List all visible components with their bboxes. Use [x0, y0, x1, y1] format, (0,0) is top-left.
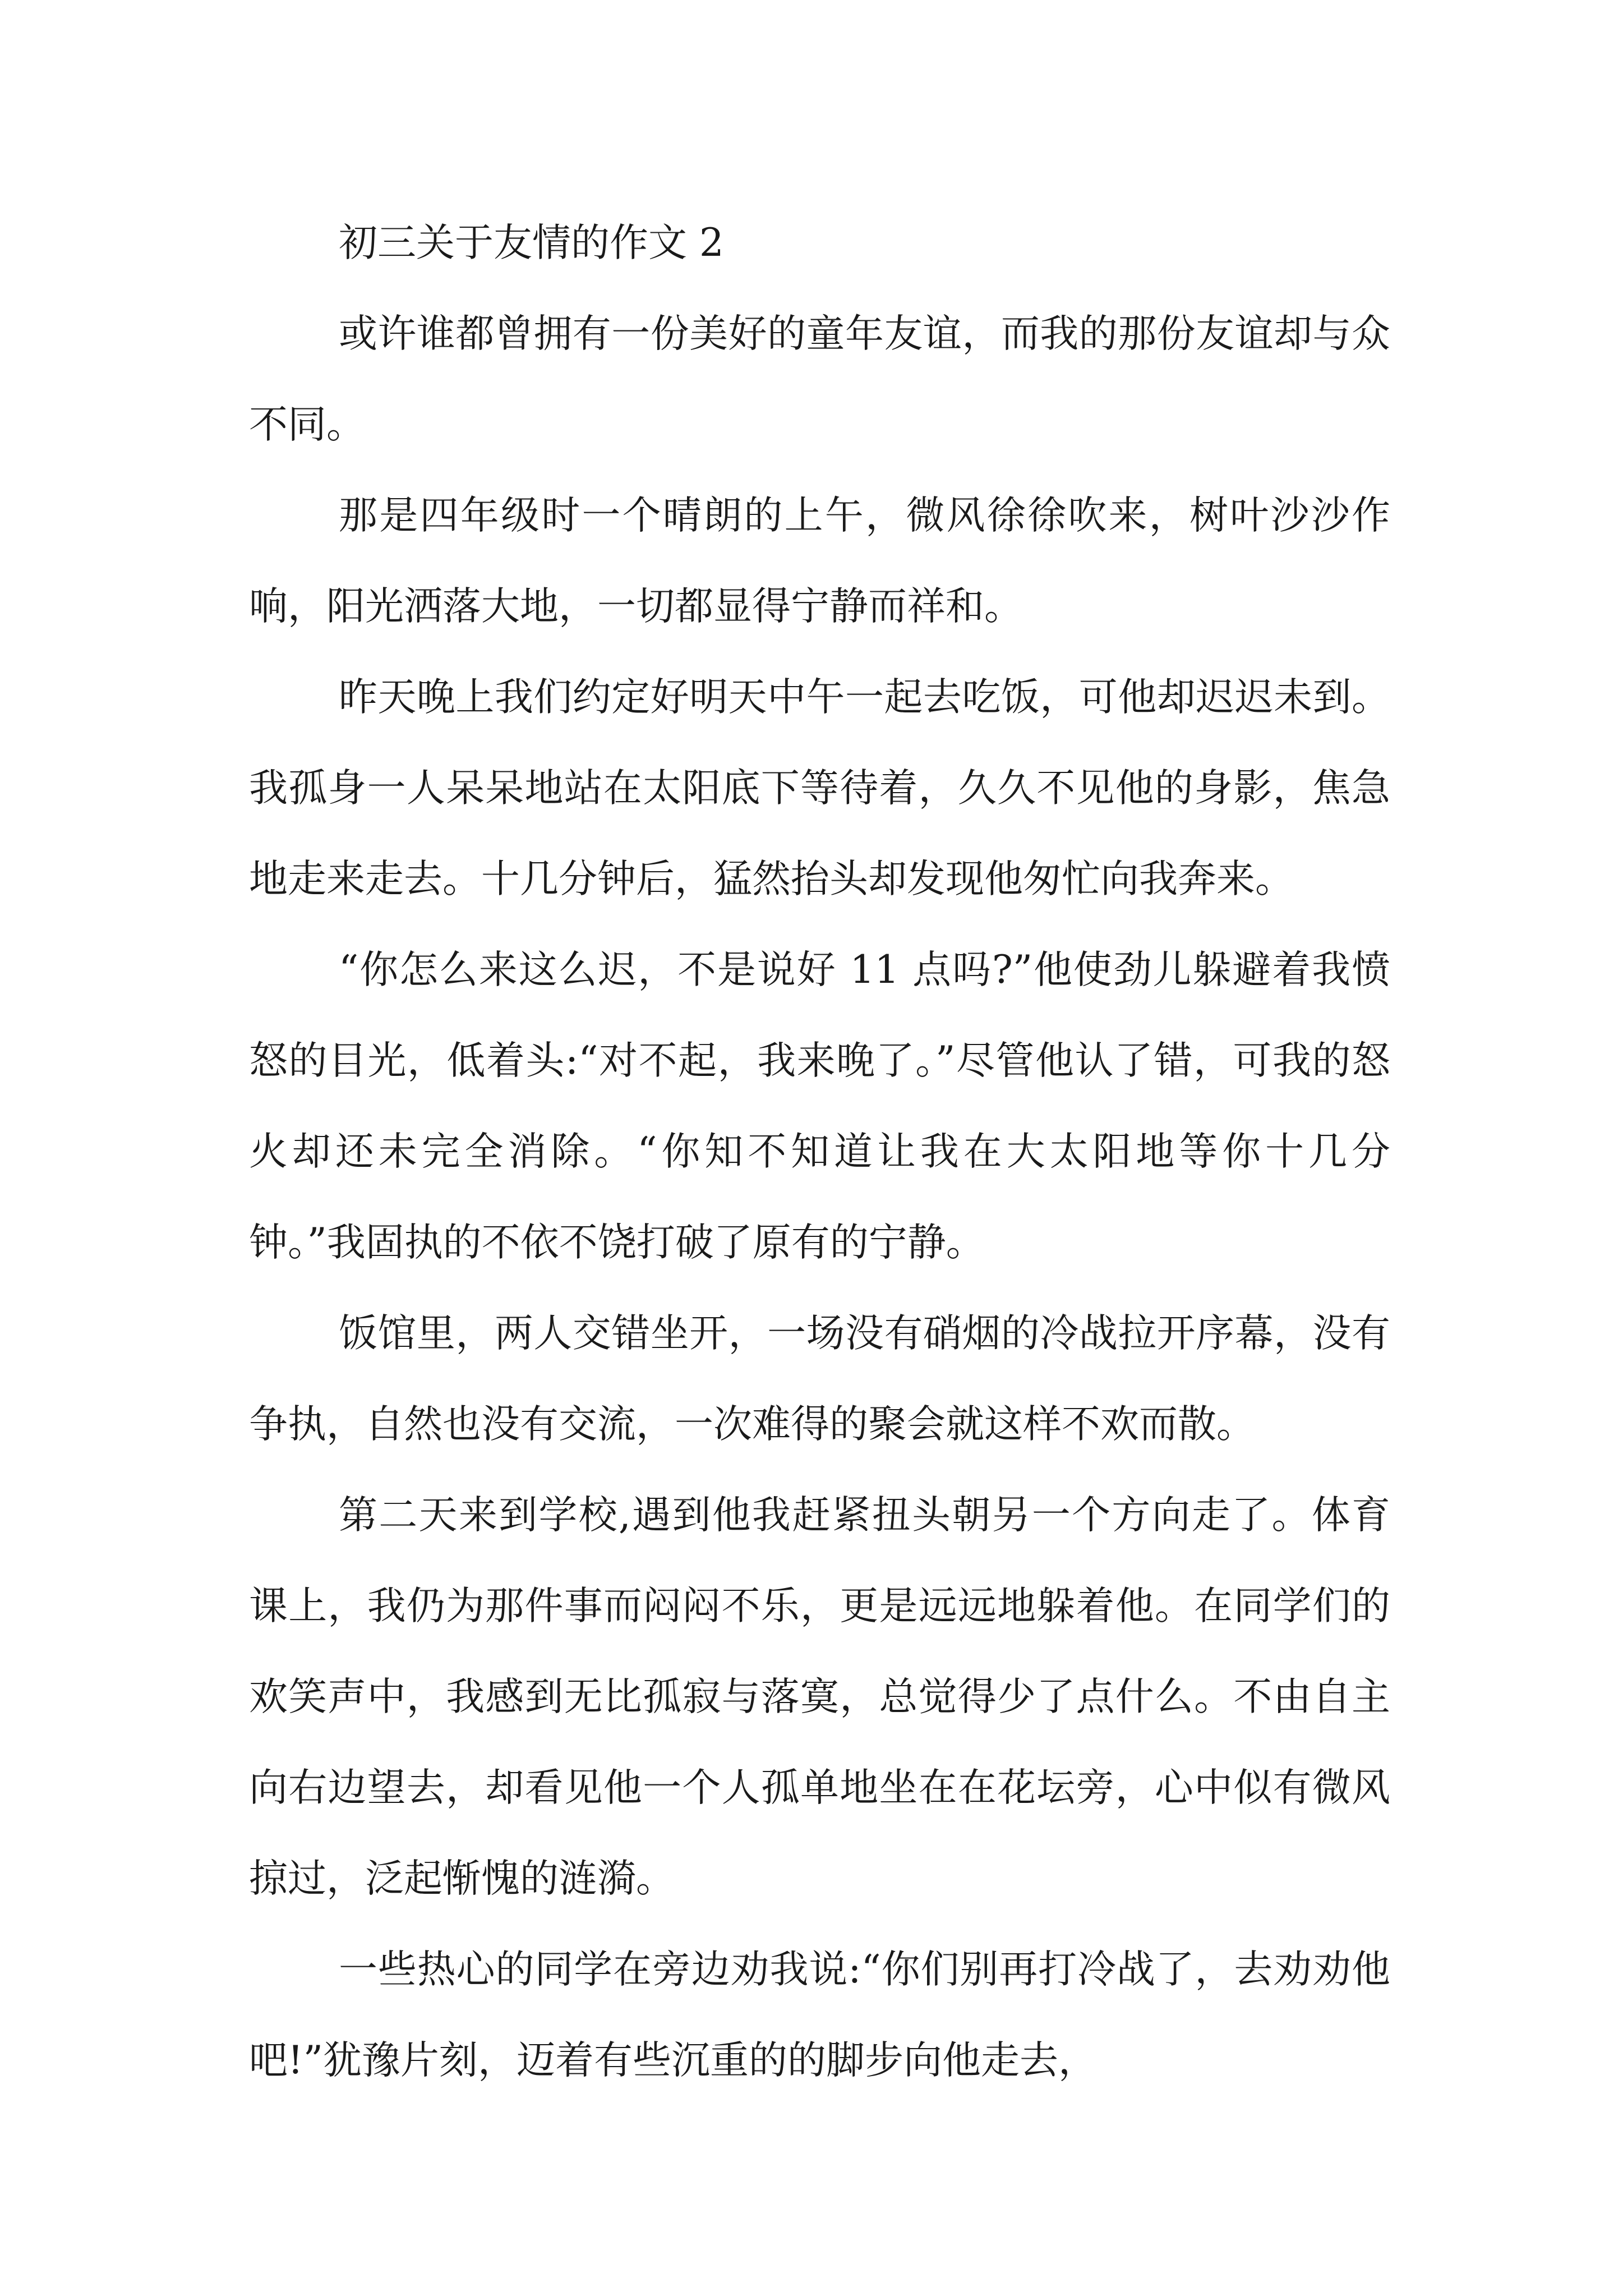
- paragraph-4: “你怎么来这么迟，不是说好 11 点吗?”他使劲儿躲避着我愤怒的目光，低着头:“对不起，我来晚了。”尽管他认了错，可我的怒火却还未完全消除。“你知不知道让我在大太阳地等你十几分钟。”我固执的不依不饶打破了原有的宁静。: [249, 947, 1390, 1265]
- paragraph-7: 一些热心的同学在旁边劝我说:“你们别再打冷战了，去劝劝他吧!”犹豫片刻，迈着有些沉重的的脚步向他走去，: [249, 1947, 1390, 2083]
- paragraph-5: 饭馆里，两人交错坐开，一场没有硝烟的冷战拉开序幕，没有争执，自然也没有交流，一次难得的聚会就这样不欢而散。: [249, 1311, 1390, 1447]
- essay-title: 初三关于友情的作文 2: [339, 220, 724, 265]
- paragraph-2: 那是四年级时一个晴朗的上午，微风徐徐吹来，树叶沙沙作响，阳光洒落大地，一切都显得宁静而祥和。: [249, 493, 1390, 629]
- document-body: [249, 197, 1390, 2106]
- paragraph-3: 昨天晚上我们约定好明天中午一起去吃饭，可他却迟迟未到。我孤身一人呆呆地站在太阳底下等待着，久久不见他的身影，焦急地走来走去。十几分钟后，猛然抬头却发现他匆忙向我奔来。: [249, 675, 1390, 901]
- paragraph-6: 第二天来到学校,遇到他我赶紧扭头朝另一个方向走了。体育课上，我仍为那件事而闷闷不乐，更是远远地躲着他。在同学们的欢笑声中，我感到无比孤寂与落寞，总觉得少了点什么。不由自主向右边望去，却看见他一个人孤单地坐在在花坛旁，心中似有微风掠过，泛起惭愧的涟漪。: [249, 1493, 1390, 1901]
- paragraph-1: 或许谁都曾拥有一份美好的童年友谊，而我的那份友谊却与众不同。: [249, 311, 1390, 447]
